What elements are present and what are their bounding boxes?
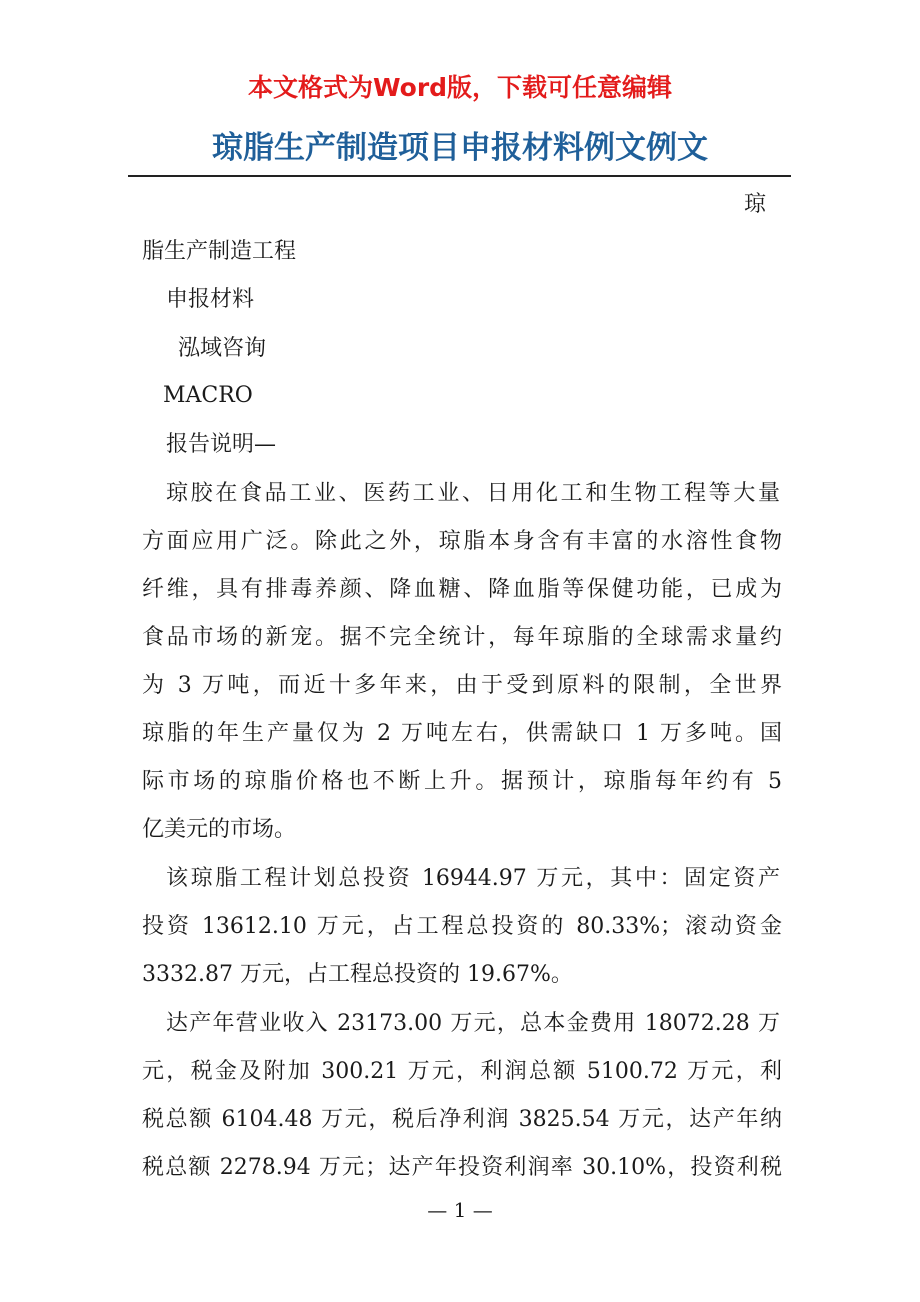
paragraph-line: 纤维，具有排毒养颜、降血糖、降血脂等保健功能，已成为 [142, 577, 782, 602]
document-title: 琼脂生产制造项目申报材料例文例文 [212, 130, 708, 166]
paragraph-line: 亿美元的市场。 [142, 817, 297, 842]
brand-name: MACRO [163, 383, 253, 408]
paragraph-line: 税总额 2278.94 万元；达产年投资利润率 30.10%，投资利税 [142, 1155, 782, 1180]
paragraph-line: 琼胶在食品工业、医药工业、日用化工和生物工程等大量 [166, 481, 780, 506]
title-divider [128, 175, 791, 177]
paragraph-line: 税总额 6104.48 万元，税后净利润 3825.54 万元，达产年纳 [142, 1107, 782, 1132]
paragraph-line: 食品市场的新宠。据不完全统计，每年琼脂的全球需求量约 [142, 625, 782, 650]
paragraph-line: 方面应用广泛。除此之外，琼脂本身含有丰富的水溶性食物 [142, 529, 782, 554]
paragraph-line: 3332.87 万元，占工程总投资的 19.67%。 [142, 962, 573, 987]
cover-first-char: 琼 [744, 192, 767, 217]
paragraph-line: 为 3 万吨，而近十多年来，由于受到原料的限制，全世界 [142, 673, 782, 698]
paragraph-line: 达产年营业收入 23173.00 万元，总本金费用 18072.28 万 [166, 1011, 780, 1036]
project-name: 脂生产制造工程 [142, 239, 297, 264]
paragraph-line: 该琼脂工程计划总投资 16944.97 万元，其中：固定资产 [166, 866, 780, 891]
paragraph-line: 琼脂的年生产量仅为 2 万吨左右，供需缺口 1 万多吨。国 [142, 721, 782, 746]
format-banner: 本文格式为Word版，下载可任意编辑 [247, 73, 673, 102]
section-heading: 报告说明— [166, 432, 277, 457]
paragraph-line: 元，税金及附加 300.21 万元，利润总额 5100.72 万元，利 [142, 1059, 782, 1084]
paragraph-line: 际市场的琼脂价格也不断上升。据预计，琼脂每年约有 5 [142, 769, 782, 794]
paragraph-line: 投资 13612.10 万元，占工程总投资的 80.33%；滚动资金 [142, 914, 782, 939]
document-type: 申报材料 [166, 287, 255, 312]
company-name: 泓域咨询 [178, 336, 267, 361]
page-number: — 1 — [427, 1198, 493, 1222]
